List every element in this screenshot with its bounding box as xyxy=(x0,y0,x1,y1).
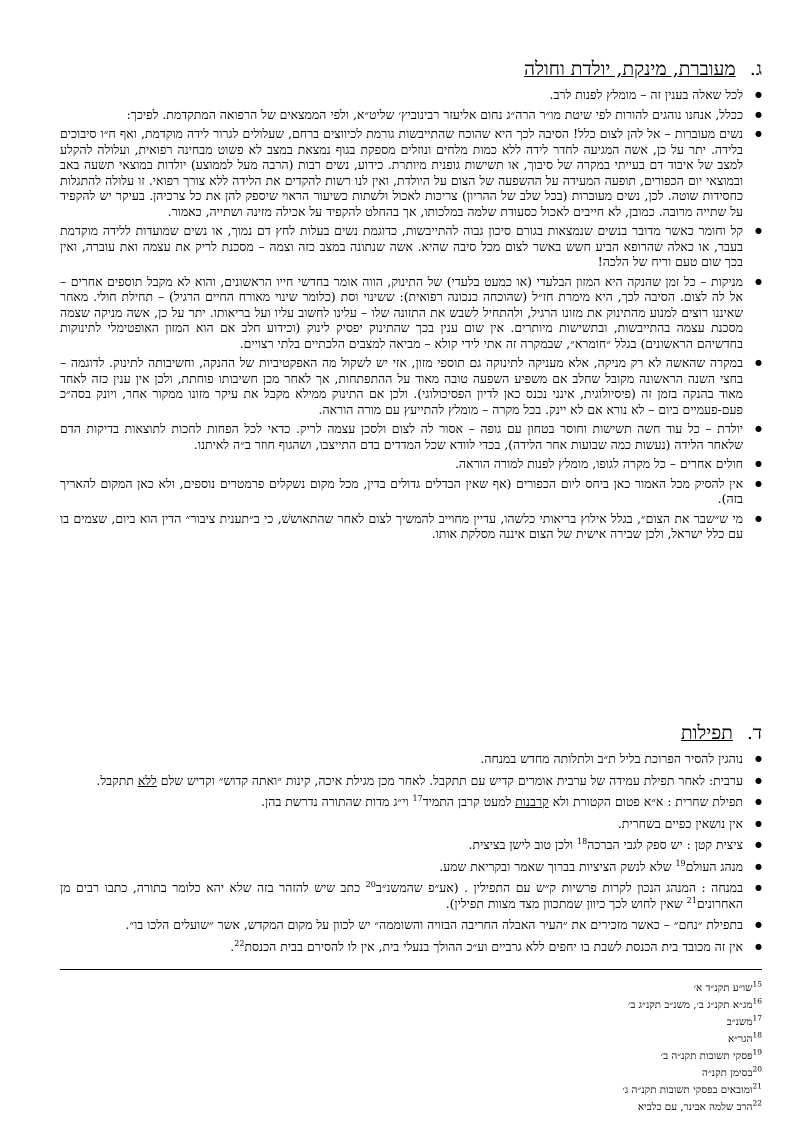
footnote: $^{21}$ומובאים בפסקי תשובות תקנ״ה ג׳ xyxy=(622,1081,762,1096)
footnote: $^{22}$הרב שלמה אבינר, עם כלביא xyxy=(637,1098,762,1113)
section-letter: ג. xyxy=(749,58,762,80)
footnotes xyxy=(60,980,762,1116)
footnote-ref: 21 xyxy=(686,895,697,905)
footnote: $^{17}$משנ״ב xyxy=(726,1013,762,1028)
list-item: ● נשים מעוברות – אל להן לצום כלל! הסיבה לכך היא שהוכח שהתייבשות גורמת לכיווצים ברחם, שעלולים לגרור לידה מוקדמת, ואף ח״ו סיבוכים בלידה. יתר על כן, אשה המגיעה לחדר לידה ללא כמות מלחים ונוזלים מספקת בגוף נמצאת במצב לא פשוט מבחינה רפואית, ועלולה להקלע למצב של איבוד דם בעייתי במקרה של סיבוך, או תשישות גופנית מיותרת. כידוע, נשים רבות (הרבה מעל לממוצע) יולדות במוצאי תשעה באב ובמוצאי יום הכפורים, תופעה המעידה על ההשפעה של הצום על היולדת, ואין לנו רשות להקדים את הלידה ללא צורך רפואי. זו עלולה להתגלות כחסידות שוטה. לכן, נשים מעוברות (בכל שלב של ההריון) צריכות לאכול ולשתות כשיעור הראוי שיספק להן את כל צרכיהן. בעיקר יש להקפיד על שתייה מרובה. כמובן, לא חייבים לאכול כסעודת שלמה במלכותו, אך בהחלט להקפיד על אכילה מזינה ושתייה, כאמור. xyxy=(60,126,762,219)
list-item: ● במנחה : המנהג הנכון לקרות פרשיות ק״ש עם התפילין . (אע״פ שהמשנ״ב$^{20}$ כתב שיש להזהר בזה שלא יהא כלומר בתורה, כתבו רבים מן האחרונים$^{21}$ שאין לחוש לכך כיוון שמתכוון מצד מצוות תפילין). xyxy=(60,880,762,911)
footnote-ref: 20 xyxy=(365,879,376,889)
list-item: ● אין זה מכובד בית הכנסת לשבת בו יחפים ללא גרביים וע״כ ההולך בנעלי בית, אין לו להסירם בבית הכנסת$^{22}$. xyxy=(60,939,762,955)
bullet-list xyxy=(60,751,762,954)
list-item: ● ככלל, אנחנו נוהגים להורות לפי שיטת מו״ר הרה״ג נחום אליעזר רבינוביץ׳ שליט״א, ולפי הממצאים של הרפואה המתקדמת. לפיכך: xyxy=(60,107,762,123)
list-item: ● חולים אחרים – כל מקרה לגופו, מומלץ לפנות למורה הוראה. xyxy=(60,456,762,472)
section-pregnant-nursing xyxy=(60,58,762,698)
list-item: ● לכל שאלה בענין זה – מומלץ לפנות לרב. xyxy=(60,87,762,103)
section-title: מעוברת, מינקת, יולדת וחולה xyxy=(524,58,736,80)
list-item: ● קל וחומר כאשר מדובר בנשים שנמצאות בגורם סיכון גבוה להתייבשות, כדוגמת נשים בעלות לחץ דם נמוך, או נשים שמועדות ללידה מוקדמת בעבר, או כאלה שהרופא הביע חשש באשר לצום מכל סיבה שהיא. אשה שנתונה במצב כזה וצמה – מסכנת לריק את עצמה ואת עוברה, ואין בכך שום טעם וריח של הלכה! xyxy=(60,223,762,270)
footnote-ref: 22 xyxy=(234,938,245,948)
section-heading xyxy=(60,722,762,745)
list-item: ● תפילת שחרית : א״א פטום הקטורת ולא קרבנות למעט קרבן התמיד$^{17}$ וי״ג מדות שהתורה נדרשת בהן. xyxy=(60,794,762,810)
footnote-ref: 17 xyxy=(412,793,423,803)
footnote: $^{20}$בסימן תקנ״ה xyxy=(701,1064,762,1079)
bullet-list xyxy=(60,87,762,542)
list-item: ● בתפילת ״נחם״ – כאשר מזכירים את ״העיר האבלה החריבה הבזויה והשוממה״ יש לכוון על מקום המקדש, אשר ״שועלים הלכו בו״. xyxy=(60,917,762,933)
footnote-divider xyxy=(60,969,762,970)
section-prayers xyxy=(60,722,762,954)
section-title: תפילות xyxy=(680,722,733,744)
list-item: ● ערבית: לאחר תפילת עמידה של ערבית אומרים קדיש עם תתקבל. לאחר מכן מגילת איכה, קינות ״ואתה קדוש״ וקדיש שלם ללא תתקבל. xyxy=(60,773,762,789)
list-item: ● יולדת – כל עוד חשה תשישות וחוסר בטחון עם גופה – אסור לה לצום ולסכן עצמה לריק. כדאי לכל הפחות לחכות לתוצאות בדיקות הדם שלאחר הלידה (נעשות כמה שבועות אחר הלידה), בכדי לוודא שכל המדדים בדם התייצבו, ושהגוף חוזר ב״ה לאיתנו. xyxy=(60,421,762,452)
footnote: $^{19}$פסקי תשובות תקנ״ה ב׳ xyxy=(660,1047,762,1062)
footnote: $^{16}$מג״א תקנ״ג ב׳, משנ״ב תקנ״ג ב׳ xyxy=(628,996,762,1011)
list-item: ● במקרה שהאשה לא רק מניקה, אלא מעניקה לתינוקה גם תוספי מזון, אזי יש לשקול מה האפקטיביות של ההנקה, וחשיבותה לתינוק. לדוגמה – בחצי השנה הראשונה מקובל שחלב אם משפיע השפעה טובה מאוד על ההתפתחות, אך לאחר מכן חשיבותו פוחתת, ולכן אין ענין כזה לאחד מאוד בהנקה בזמן זה (פיסיולוגית, אינני נכנס כאן לדיון הפסיכולוגי). ולכן אם התינוק ממילא מקבל את עיקר מזונו ממקור אחר, ויונק בסה״כ פעם-פעמיים ביום – לא נורא אם לא יינק. בכל מקרה – מומלץ להתייעץ עם מורה הוראה. xyxy=(60,355,762,417)
list-item: ● אין להסיק מכל האמור כאן ביחס ליום הכפורים (אף שאין הבדלים גדולים בדין, מכל מקום נשקלים פרמטרים נוספים, ולא כאן המקום להאריך בזה). xyxy=(60,476,762,507)
list-item: ● מנהג העולם$^{19}$ שלא לנשק הציציות בברוך שאמר ובקריאת שמע. xyxy=(60,859,762,875)
footnote: $^{18}$הגר״א xyxy=(727,1030,762,1045)
list-item: ● מניקות – כל זמן שהנקה היא המזון הבלעדי (או כמעט בלעדי) של התינוק, הווה אומר בחדשי חייו הראשונים, והוא לא מקבל תוספים אחרים – אל לה לצום. הסיבה לכך, היא מימרת חז״ל (שהוכחה כנכונה רפואית): ששינוי וסת (כלומר שינוי מאורח החיים הרגיל) – תחילת חולי. מאחר שאיננו רוצים למנוע מהתינוק את מזונו הרגיל, ולהתחיל לשבש את התזונה שלו – עלינו לחשוב עליו ועל בריאותו. יתר על כן, אשה מניקה שצמה מסכנת עצמה בהתייבשות, ובתשישות מיותרים. אין שום ענין בכך שהתינוק יפסיק לינוק (וכידוע חלב אם הוא המזון האופטימלי לתינוקות בחדשיהם הראשונים) בגלל ״חומרא״, שבמקרה זה אתי לידי קולא – מביאה למצבים הלכתיים בלתי רצויים. xyxy=(60,274,762,352)
list-item: ● אין נושאין כפיים בשחרית. xyxy=(60,816,762,832)
list-item: ● מי ש״שבר את הצום״, בגלל אילוץ בריאותי כלשהו, עדיין מחוייב להמשיך לצום לאחר שהתאוששׁ, כי ב״תענית ציבור״ הדין הוא ביום, שצמים בו עם כלל ישראל, ולכן שבירה אישית של הצום איננה מסלקת אותו. xyxy=(60,511,762,542)
section-heading xyxy=(60,58,762,81)
footnote: $^{15}$שו״ע תקנ״ד א׳ xyxy=(693,979,762,994)
list-item: ● נוהגין להסיר הפרוכת בליל ת״ב ולתלותה מחדש במנחה. xyxy=(60,751,762,767)
section-letter: ד. xyxy=(746,722,762,744)
footnote-ref: 19 xyxy=(675,858,686,868)
footnote-ref: 18 xyxy=(577,836,588,846)
document-content xyxy=(60,58,762,960)
list-item: ● ציצית קטן : יש ספק לגבי הברכה$^{18}$ ולכן טוב לישן בציצית. xyxy=(60,837,762,853)
